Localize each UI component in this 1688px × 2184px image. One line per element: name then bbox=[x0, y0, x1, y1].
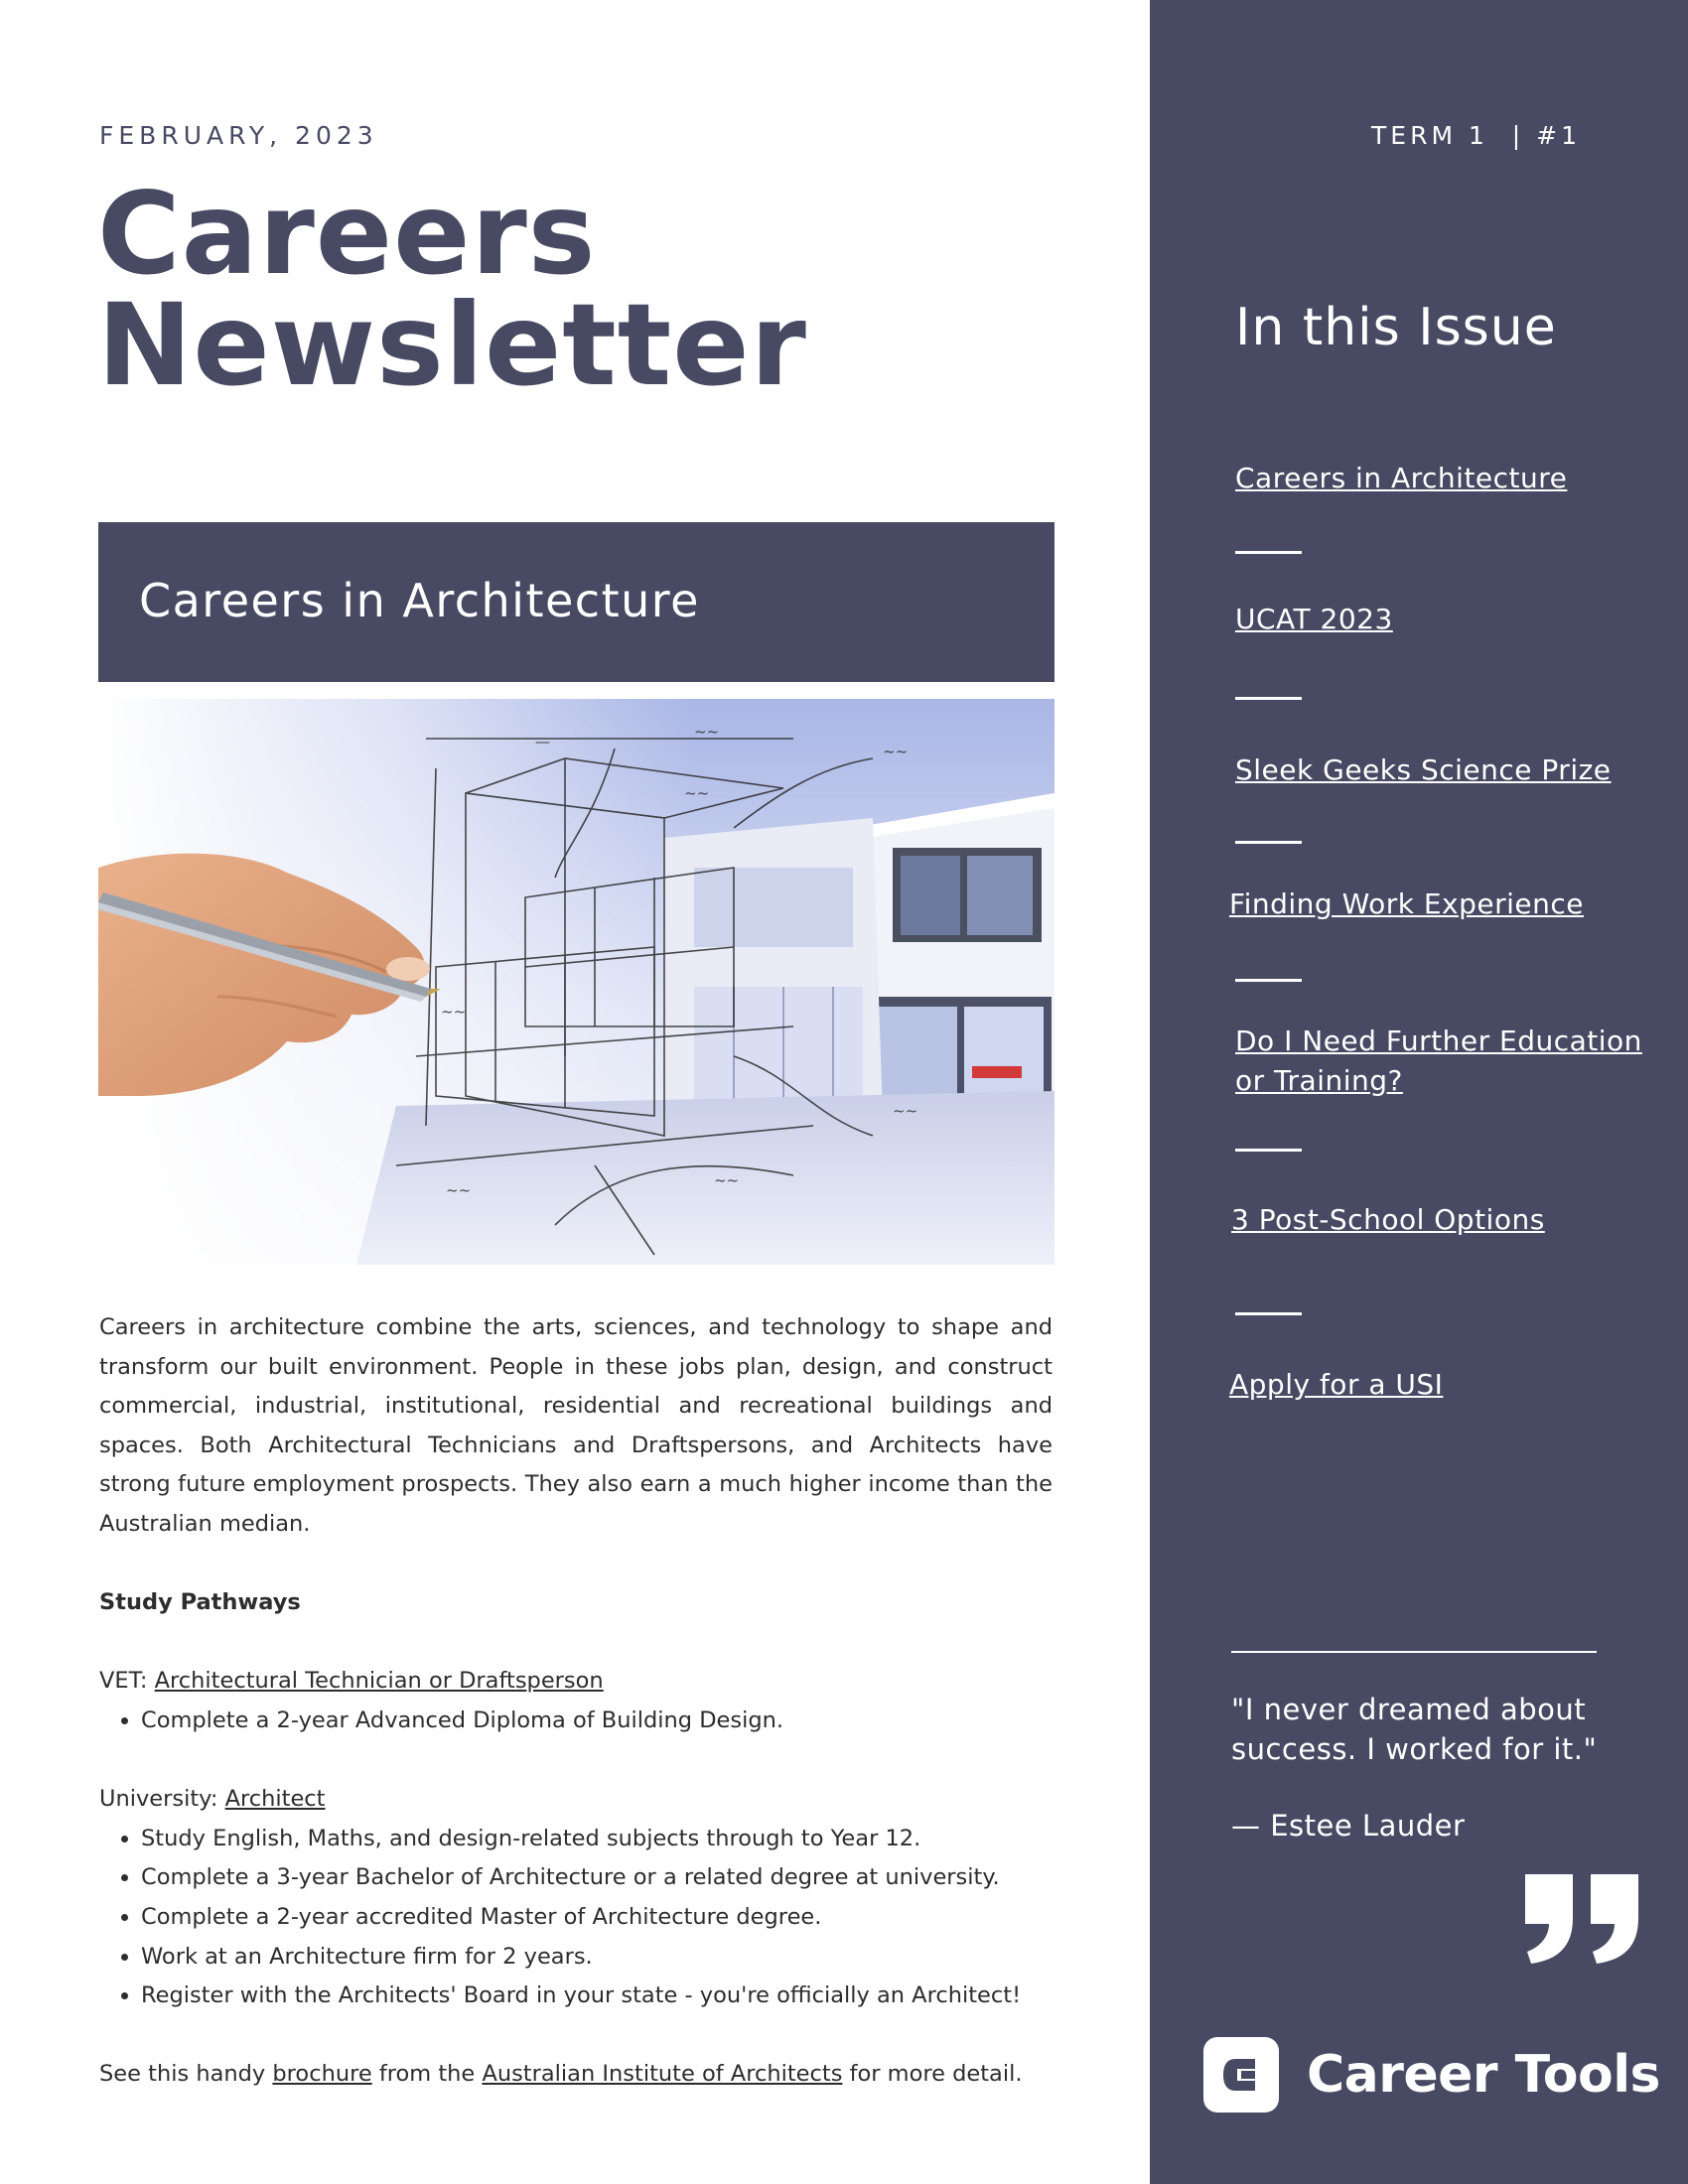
vet-line bbox=[99, 1662, 1053, 1702]
svg-text:~~: ~~ bbox=[883, 743, 909, 760]
article-body bbox=[99, 1308, 1053, 2095]
title-line-2: Newsletter bbox=[97, 279, 807, 411]
toc-divider bbox=[1235, 979, 1302, 982]
toc-link-ucat[interactable]: UCAT 2023 bbox=[1235, 603, 1393, 635]
list-item: • Complete a 2-year Advanced Diploma of Building Design. bbox=[141, 1702, 1053, 1741]
toc-link-work-experience[interactable]: Finding Work Experience bbox=[1229, 887, 1585, 920]
svg-text:~~: ~~ bbox=[694, 723, 720, 741]
vet-list bbox=[99, 1702, 1053, 1741]
vet-label: VET: bbox=[99, 1668, 155, 1695]
page-title bbox=[97, 168, 807, 411]
intro-paragraph: Careers in architecture combine the arts, sciences, and technology to shape and transform our built environment. People in these jobs plan, design, and construct commercial, industrial, institutional, residential and recreational buildings and spaces. Both Architectural Technicians and Draftspersons, and Architects have strong future employment prospects. They also earn a much higher income than the Australian median. bbox=[99, 1314, 1053, 1537]
university-label: University: bbox=[99, 1786, 225, 1813]
svg-text:~~: ~~ bbox=[441, 1003, 467, 1021]
list-item: • Register with the Architects' Board in your state - you're officially an Architect! bbox=[141, 1977, 1053, 2016]
section-title: Careers in Architecture bbox=[139, 574, 700, 627]
university-list bbox=[99, 1820, 1053, 2016]
see-suffix: for more detail. bbox=[842, 2061, 1023, 2088]
toc-divider bbox=[1235, 841, 1302, 844]
toc-link-usi[interactable]: Apply for a USI bbox=[1229, 1368, 1444, 1401]
toc-link-sleek-geeks[interactable]: Sleek Geeks Science Prize bbox=[1235, 753, 1612, 786]
study-pathways-heading: Study Pathways bbox=[99, 1589, 301, 1616]
quote-text: "I never dreamed about success. I worked for it." bbox=[1231, 1693, 1598, 1766]
title-line-1: Careers bbox=[97, 168, 597, 300]
svg-text:~~: ~~ bbox=[684, 784, 710, 802]
see-prefix: See this handy bbox=[99, 2061, 273, 2088]
see-middle: from the bbox=[371, 2061, 483, 2088]
list-item: • Complete a 2-year accredited Master of Architecture degree. bbox=[141, 1898, 1053, 1938]
quote-author: — Estee Lauder bbox=[1231, 1809, 1466, 1843]
toc-link-careers-architecture[interactable]: Careers in Architecture bbox=[1235, 462, 1568, 494]
quote-divider bbox=[1231, 1651, 1597, 1653]
toc-link-further-education[interactable]: Do I Need Further Education or Training? bbox=[1235, 1024, 1642, 1097]
toc-divider bbox=[1235, 1149, 1302, 1152]
issue-date: FEBRUARY, 2023 bbox=[99, 121, 378, 150]
in-this-issue-heading: In this Issue bbox=[1235, 298, 1557, 357]
list-item: • Complete a 3-year Bachelor of Architecture or a related degree at university. bbox=[141, 1858, 1053, 1898]
logo-text: Career Tools bbox=[1307, 2045, 1660, 2105]
architect-link[interactable]: Architect bbox=[224, 1786, 326, 1813]
toc-link-post-school[interactable]: 3 Post-School Options bbox=[1231, 1203, 1545, 1236]
term-label: TERM 1 | #1 bbox=[1371, 121, 1581, 150]
aia-link[interactable]: Australian Institute of Architects bbox=[482, 2061, 843, 2088]
career-tools-icon bbox=[1201, 2035, 1281, 2115]
brochure-link[interactable]: brochure bbox=[272, 2061, 372, 2088]
toc-divider bbox=[1235, 551, 1302, 554]
svg-text:~~: ~~ bbox=[446, 1181, 472, 1199]
hand-sketching-house-icon bbox=[98, 699, 1055, 1265]
svg-text:~~: ~~ bbox=[893, 1102, 918, 1120]
list-item: • Study English, Maths, and design-related subjects through to Year 12. bbox=[141, 1820, 1053, 1859]
svg-text:—: — bbox=[535, 733, 550, 751]
section-banner bbox=[98, 522, 1055, 682]
vet-link[interactable]: Architectural Technician or Draftsperson bbox=[154, 1668, 604, 1695]
sidebar bbox=[1150, 0, 1688, 2184]
see-more-line bbox=[99, 2055, 1053, 2095]
svg-text:~~: ~~ bbox=[714, 1171, 740, 1189]
toc-divider bbox=[1235, 697, 1302, 700]
quote-marks-icon bbox=[1517, 1868, 1646, 1968]
list-item: • Work at an Architecture firm for 2 years. bbox=[141, 1938, 1053, 1978]
university-line bbox=[99, 1780, 1053, 1820]
toc-divider bbox=[1235, 1312, 1302, 1315]
